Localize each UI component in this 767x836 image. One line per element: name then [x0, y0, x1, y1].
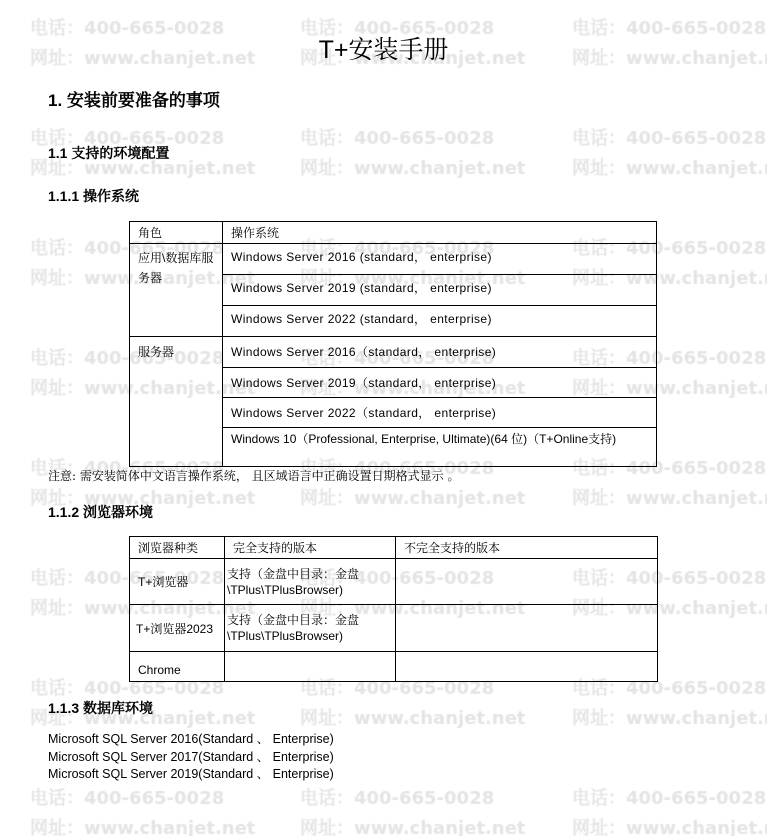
- database-item: Microsoft SQL Server 2016(Standard 、 Enterprise): [48, 732, 334, 746]
- database-item: Microsoft SQL Server 2017(Standard 、 Enterprise): [48, 750, 334, 764]
- os-cell: Windows Server 2022 (standard， enterprise): [223, 306, 657, 337]
- full-support-cell: [225, 652, 396, 682]
- header-browser: 浏览器种类: [130, 537, 225, 559]
- browser-table: [129, 536, 658, 682]
- note-text: 注意: 需安装简体中文语言操作系统， 且区域语言中正确设置日期格式显示 。: [48, 469, 460, 483]
- full-support-cell: 支持（金盘中目录：金盘\TPlus\TPlusBrowser): [225, 605, 396, 652]
- heading-1-1: 1.1 支持的环境配置: [48, 145, 170, 161]
- header-partial-support: 不完全支持的版本: [396, 537, 658, 559]
- os-cell: Windows Server 2022（standard， enterprise): [223, 398, 657, 428]
- os-table: [129, 221, 657, 467]
- os-cell: Windows Server 2016 (standard， enterprise): [223, 244, 657, 275]
- header-os: 操作系统: [223, 222, 657, 244]
- partial-support-cell: [396, 605, 658, 652]
- browser-name: T+浏览器2023: [130, 605, 225, 652]
- os-cell: Windows Server 2019 (standard， enterprise): [223, 275, 657, 306]
- heading-1: 1. 安装前要准备的事项: [48, 91, 220, 110]
- database-item: Microsoft SQL Server 2019(Standard 、 Enterprise): [48, 767, 334, 781]
- os-cell: Windows Server 2019（standard， enterprise): [223, 368, 657, 398]
- page-title: T+安装手册: [318, 36, 449, 64]
- os-cell: Windows Server 2016（standard， enterprise): [223, 337, 657, 368]
- heading-1-1-3: 1.1.3 数据库环境: [48, 700, 154, 716]
- browser-name: Chrome: [130, 652, 225, 682]
- role-cell: 应用\数据库服务器: [130, 244, 223, 337]
- full-support-cell: 支持（金盘中目录：金盘\TPlus\TPlusBrowser): [225, 559, 396, 605]
- heading-1-1-1: 1.1.1 操作系统: [48, 188, 140, 204]
- partial-support-cell: [396, 652, 658, 682]
- header-full-support: 完全支持的版本: [225, 537, 396, 559]
- role-cell: 服务器: [130, 337, 223, 467]
- browser-name: T+浏览器: [130, 559, 225, 605]
- header-role: 角色: [130, 222, 223, 244]
- os-cell: Windows 10（Professional, Enterprise, Ultimate)(64 位)（T+Online支持): [223, 428, 657, 467]
- heading-1-1-2: 1.1.2 浏览器环境: [48, 504, 154, 520]
- partial-support-cell: [396, 559, 658, 605]
